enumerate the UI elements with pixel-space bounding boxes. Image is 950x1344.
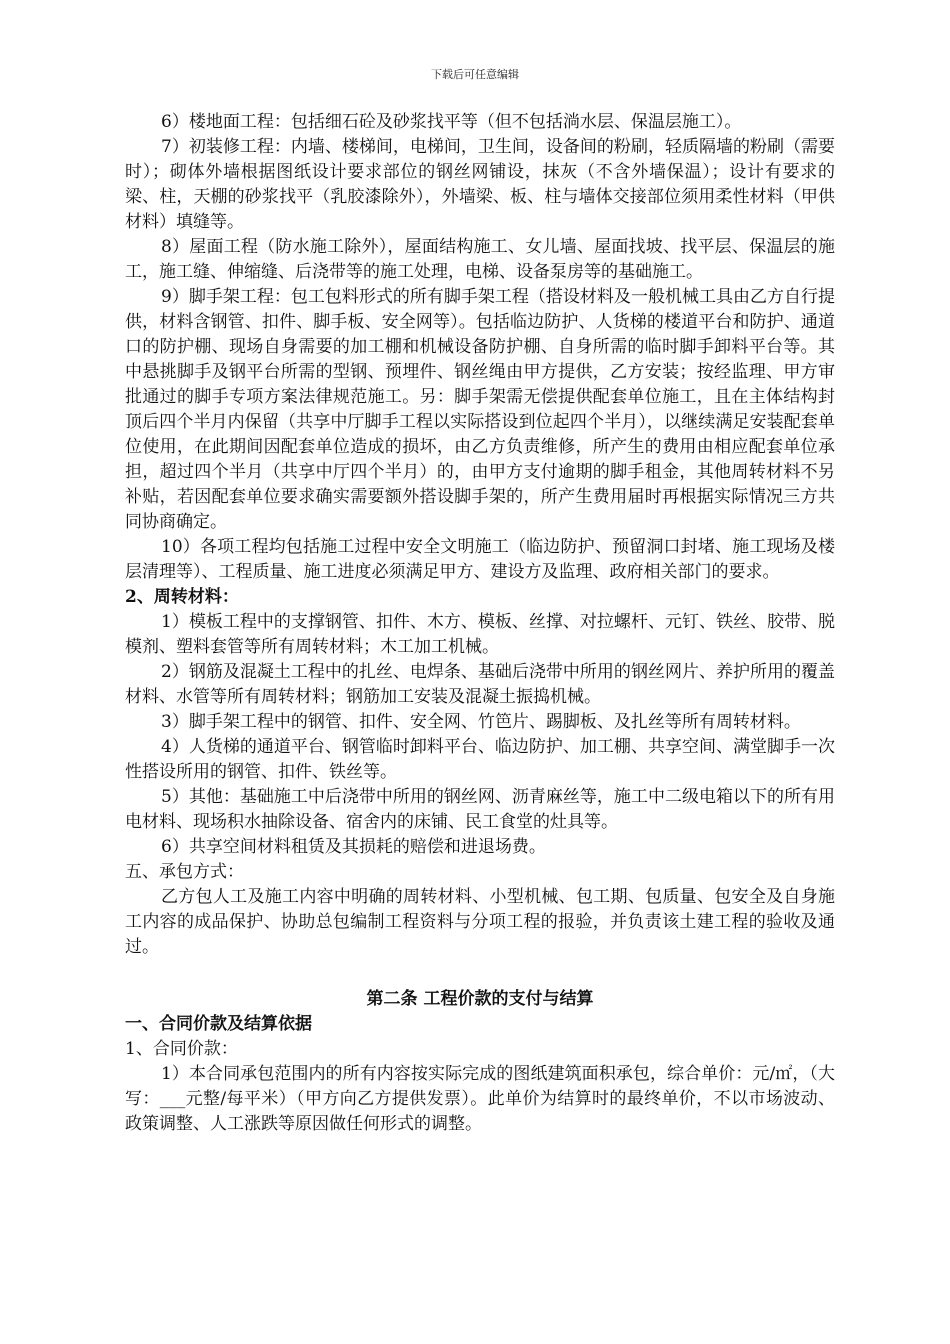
paragraph-floor-works: 6）楼地面工程：包括细石砼及砂浆找平等（但不包括淌水层、保温层施工）。 bbox=[161, 112, 742, 132]
paragraph-material-1: 1）模板工程中的支撑钢管、扣件、木方、模板、丝撑、对拉螺杆、元钉、铁丝、胶带、脱模剂、塑料套管等所有周转材料；木工加工机械。 bbox=[125, 612, 835, 657]
page-header: 下载后可任意编辑 bbox=[431, 68, 519, 81]
paragraph-material-5: 5）其他：基础施工中后浇带中所用的钢丝网、沥青麻丝等，施工中二级电箱以下的所有用电材料、现场积水抽除设备、宿舍内的床铺、民工食堂的灶具等。 bbox=[125, 787, 835, 832]
paragraph-unit-price: 1）本合同承包范围内的所有内容按实际完成的图纸建筑面积承包，综合单价：元/㎡，（大写：___元整/每平米）（甲方向乙方提供发票）。此单价为结算时的最终单价，不以市场波动、政策调整、人工涨跌等原因做任何形式的调整。 bbox=[125, 1064, 835, 1134]
subheading-contract-price: 1、合同价款： bbox=[125, 1039, 238, 1059]
paragraph-scaffolding: 9）脚手架工程：包工包料形式的所有脚手架工程（搭设材料及一般机械工具由乙方自行提供，材料含钢管、扣件、脚手板、安全网等）。包括临边防护、人货梯的楼道平台和防护、通道口的防护棚、现场自身需要的加工棚和机械设备防护棚、自身所需的临时脚手卸料平台等。其中悬挑脚手及钢平台所需的型钢、预埋件、钢丝绳由甲方提供，乙方安装；按经监理、甲方审批通过的脚手专项方案法律规范施工。另：脚手架需无偿提供配套单位施工，且在主体结构封顶后四个半月内保留（共享中厅脚手工程以实际搭设到位起四个半月），以继续满足安装配套单位使用，在此期间因配套单位造成的损坏，由乙方负责维修，所产生的费用由相应配套单位承担，超过四个半月（共享中厅四个半月）的，由甲方支付逾期的脚手租金，其他周转材料不另补贴，若因配套单位要求确实需要额外搭设脚手架的，所产生费用届时再根据实际情况三方共同协商确定。 bbox=[125, 287, 835, 532]
paragraph-material-6: 6）共享空间材料租赁及其损耗的赔偿和进退场费。 bbox=[161, 837, 546, 857]
paragraph-contract-mode: 乙方包人工及施工内容中明确的周转材料、小型机械、包工期、包质量、包安全及自身施工内容的成品保护、协助总包编制工程资料与分项工程的报验，并负责该土建工程的验收及通过。 bbox=[125, 887, 835, 957]
section-heading-contract-price: 一、合同价款及结算依据 bbox=[125, 1014, 312, 1034]
heading-turnover-materials: 2、周转材料： bbox=[125, 587, 239, 607]
spacer bbox=[125, 960, 835, 987]
document-body bbox=[125, 110, 835, 1137]
heading-contract-mode: 五、承包方式： bbox=[125, 862, 244, 882]
article-title: 第二条 工程价款的支付与结算 bbox=[366, 989, 594, 1009]
paragraph-safety: 10）各项工程均包括施工过程中安全文明施工（临边防护、预留洞口封堵、施工现场及楼层清理等）、工程质量、施工进度必须满足甲方、建设方及监理、政府相关部门的要求。 bbox=[125, 537, 835, 582]
paragraph-material-3: 3）脚手架工程中的钢管、扣件、安全网、竹笆片、踢脚板、及扎丝等所有周转材料。 bbox=[161, 712, 801, 732]
paragraph-initial-decoration: 7）初装修工程：内墙、楼梯间，电梯间，卫生间，设备间的粉刷，轻质隔墙的粉刷（需要时）；砌体外墙根据图纸设计要求部位的钢丝网铺设，抹灰（不含外墙保温）；设计有要求的梁、柱，天棚的砂浆找平（乳胶漆除外），外墙梁、板、柱与墙体交接部位须用柔性材料（甲供材料）填缝等。 bbox=[125, 137, 835, 232]
paragraph-roof-works: 8）屋面工程（防水施工除外），屋面结构施工、女儿墙、屋面找坡、找平层、保温层的施工，施工缝、伸缩缝、后浇带等的施工处理，电梯、设备泵房等的基础施工。 bbox=[125, 237, 835, 282]
paragraph-material-4: 4）人货梯的通道平台、钢管临时卸料平台、临边防护、加工棚、共享空间、满堂脚手一次性搭设所用的钢管、扣件、铁丝等。 bbox=[125, 737, 835, 782]
paragraph-material-2: 2）钢筋及混凝土工程中的扎丝、电焊条、基础后浇带中所用的钢丝网片、养护所用的覆盖材料、水管等所有周转材料；钢筋加工安装及混凝土振捣机械。 bbox=[125, 662, 835, 707]
